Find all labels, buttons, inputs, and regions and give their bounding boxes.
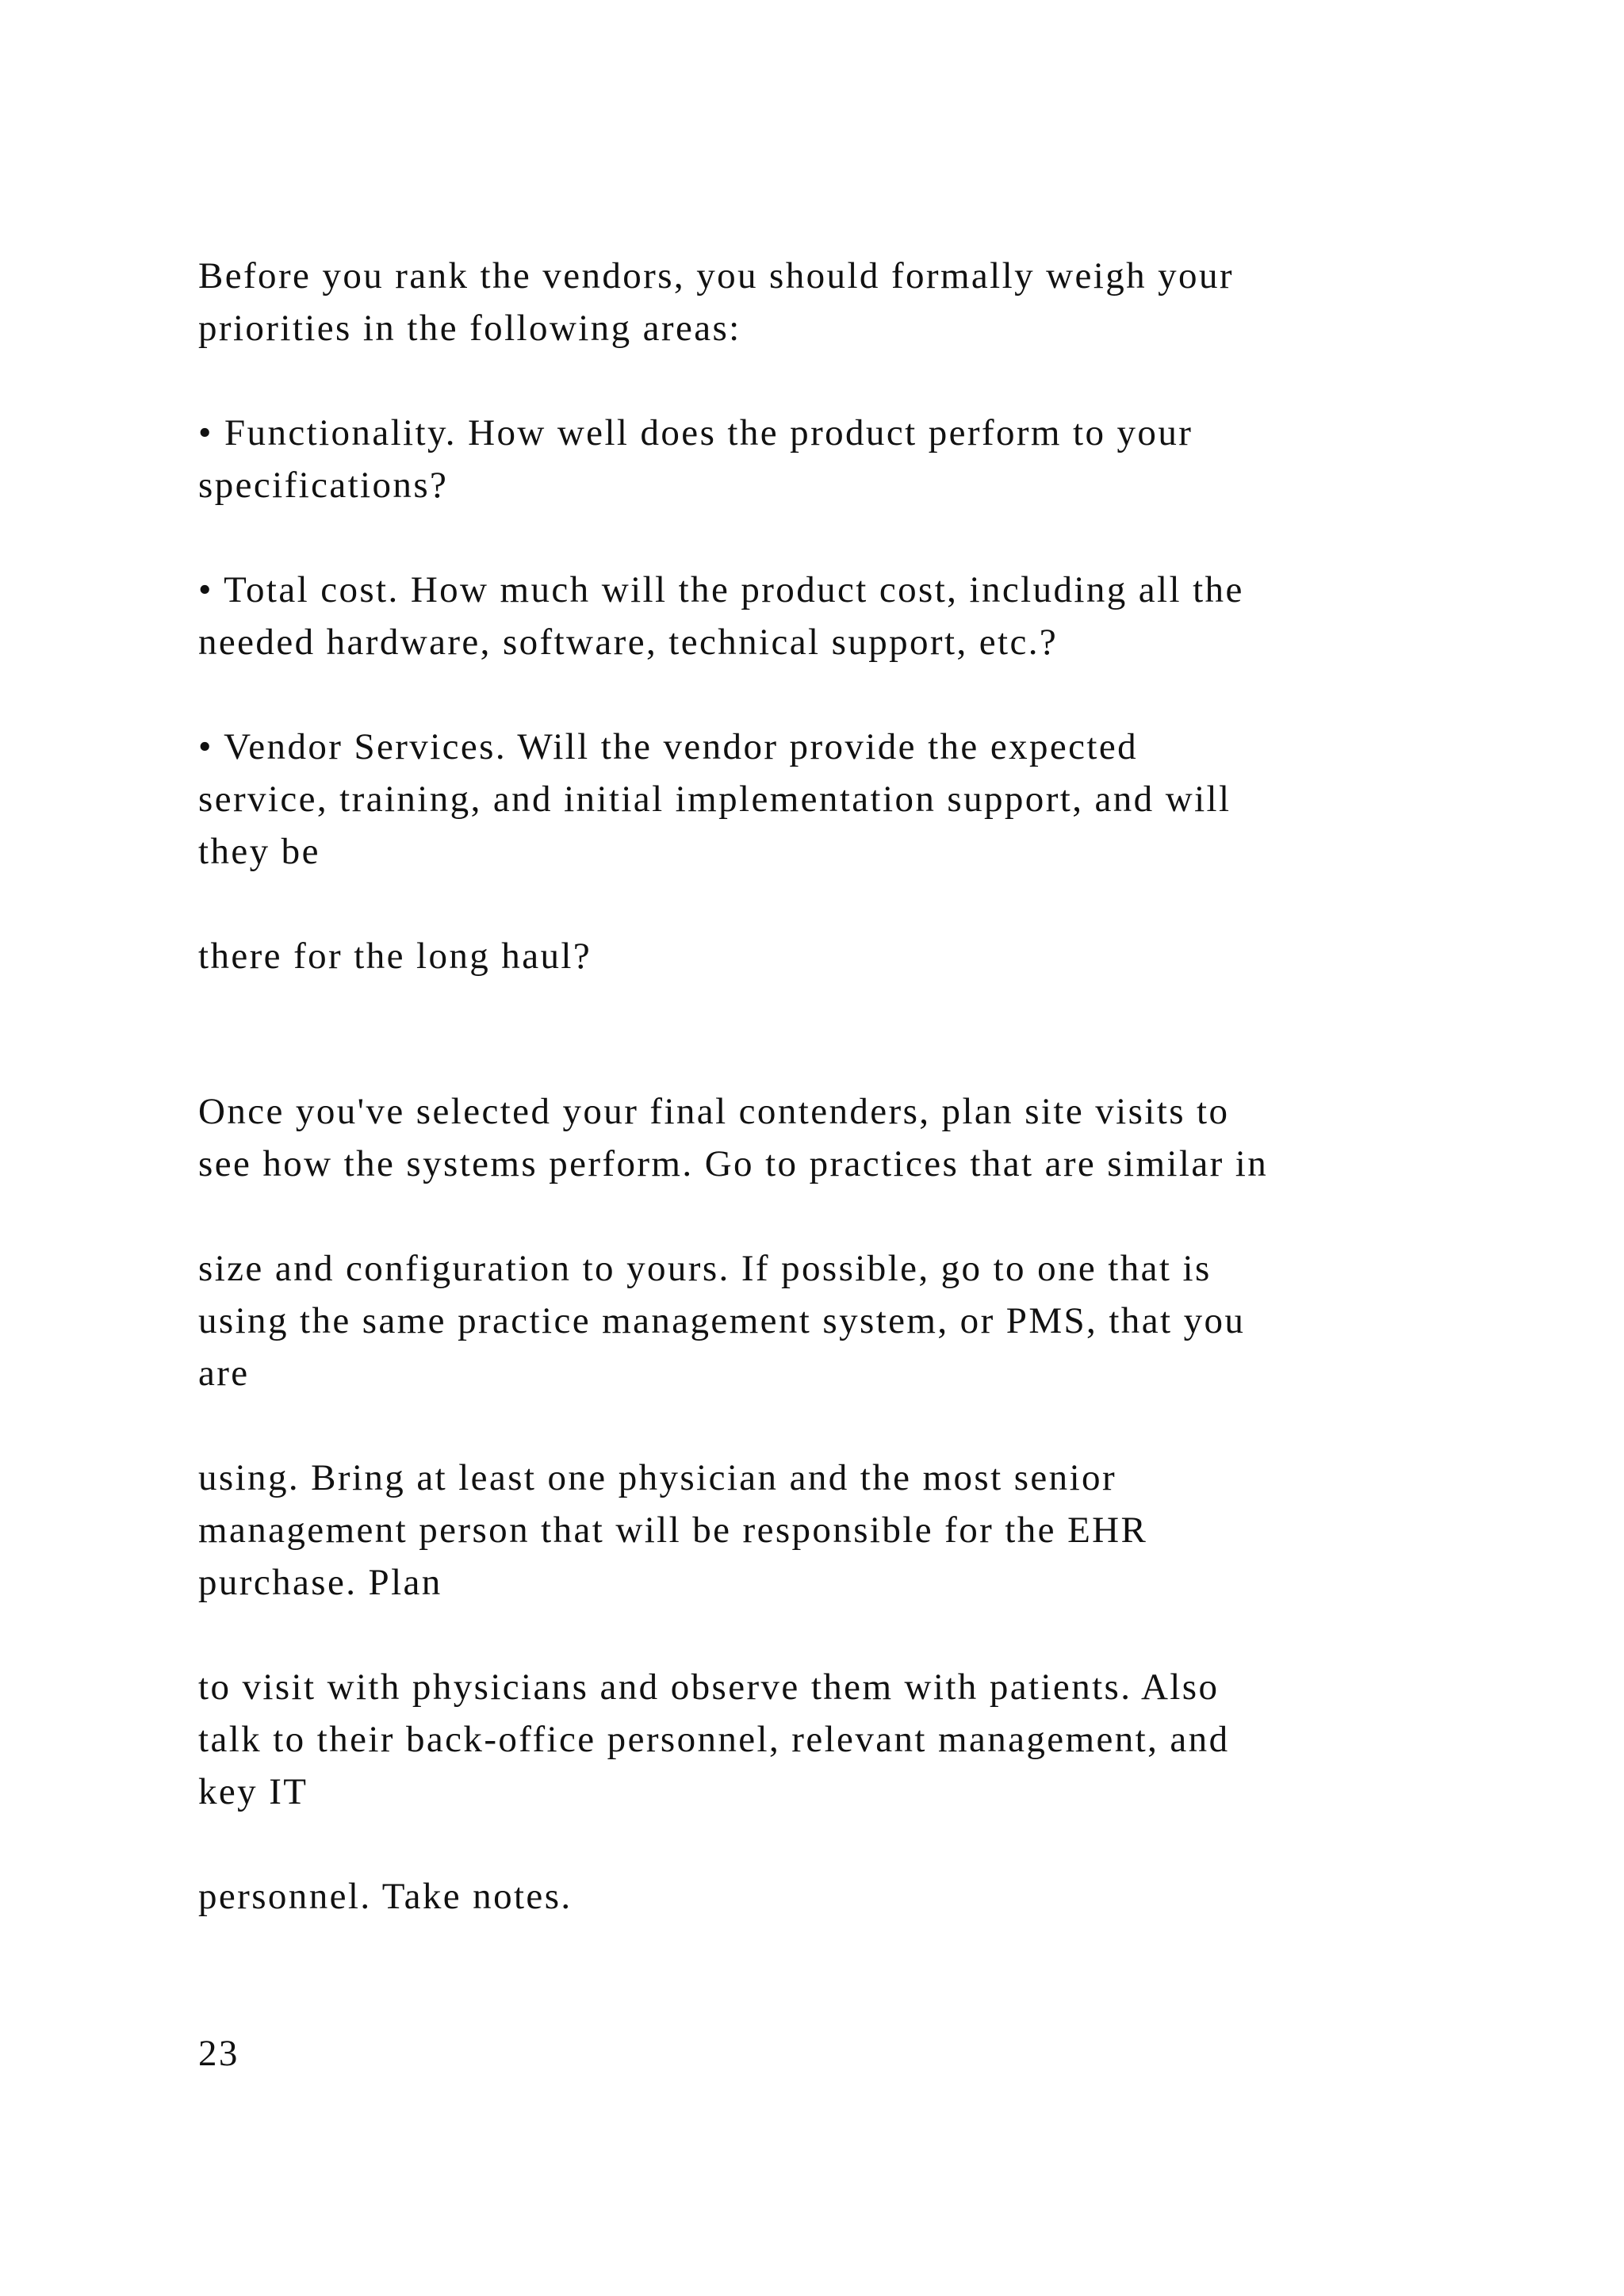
- text-line: Once you've selected your final contenders, plan site visits to: [198, 1091, 1230, 1132]
- bullet-total-cost: • Total cost. How much will the product cost, including all the: [198, 569, 1244, 610]
- text-line: size and configuration to yours. If possible, go to one that is: [198, 1248, 1212, 1289]
- text-line: to visit with physicians and observe them with patients. Also: [198, 1667, 1220, 1708]
- text-line: are: [198, 1353, 250, 1394]
- text-line: they be: [198, 831, 320, 872]
- text-line: Before you rank the vendors, you should formally weigh your: [198, 255, 1234, 297]
- text-line: management person that will be responsible for the EHR: [198, 1510, 1148, 1551]
- text-line: priorities in the following areas:: [198, 308, 741, 349]
- text-line: personnel. Take notes.: [198, 1876, 573, 1917]
- text-line: talk to their back-office personnel, relevant management, and: [198, 1719, 1230, 1760]
- text-line: needed hardware, software, technical support, etc.?: [198, 622, 1059, 663]
- bullet-vendor-services: • Vendor Services. Will the vendor provide the expected: [198, 726, 1139, 767]
- text-line: purchase. Plan: [198, 1562, 442, 1603]
- bullet-functionality: • Functionality. How well does the product perform to your: [198, 412, 1193, 453]
- text-line: using. Bring at least one physician and the most senior: [198, 1457, 1116, 1498]
- text-line: key IT: [198, 1771, 308, 1812]
- text-line: using the same practice management system, or PMS, that you: [198, 1300, 1246, 1341]
- page-number: 23: [198, 2033, 239, 2074]
- text-line: there for the long haul?: [198, 936, 592, 977]
- text-line: see how the systems perform. Go to practices that are similar in: [198, 1143, 1269, 1184]
- text-line: specifications?: [198, 465, 449, 506]
- text-line: service, training, and initial implementation support, and will: [198, 779, 1231, 820]
